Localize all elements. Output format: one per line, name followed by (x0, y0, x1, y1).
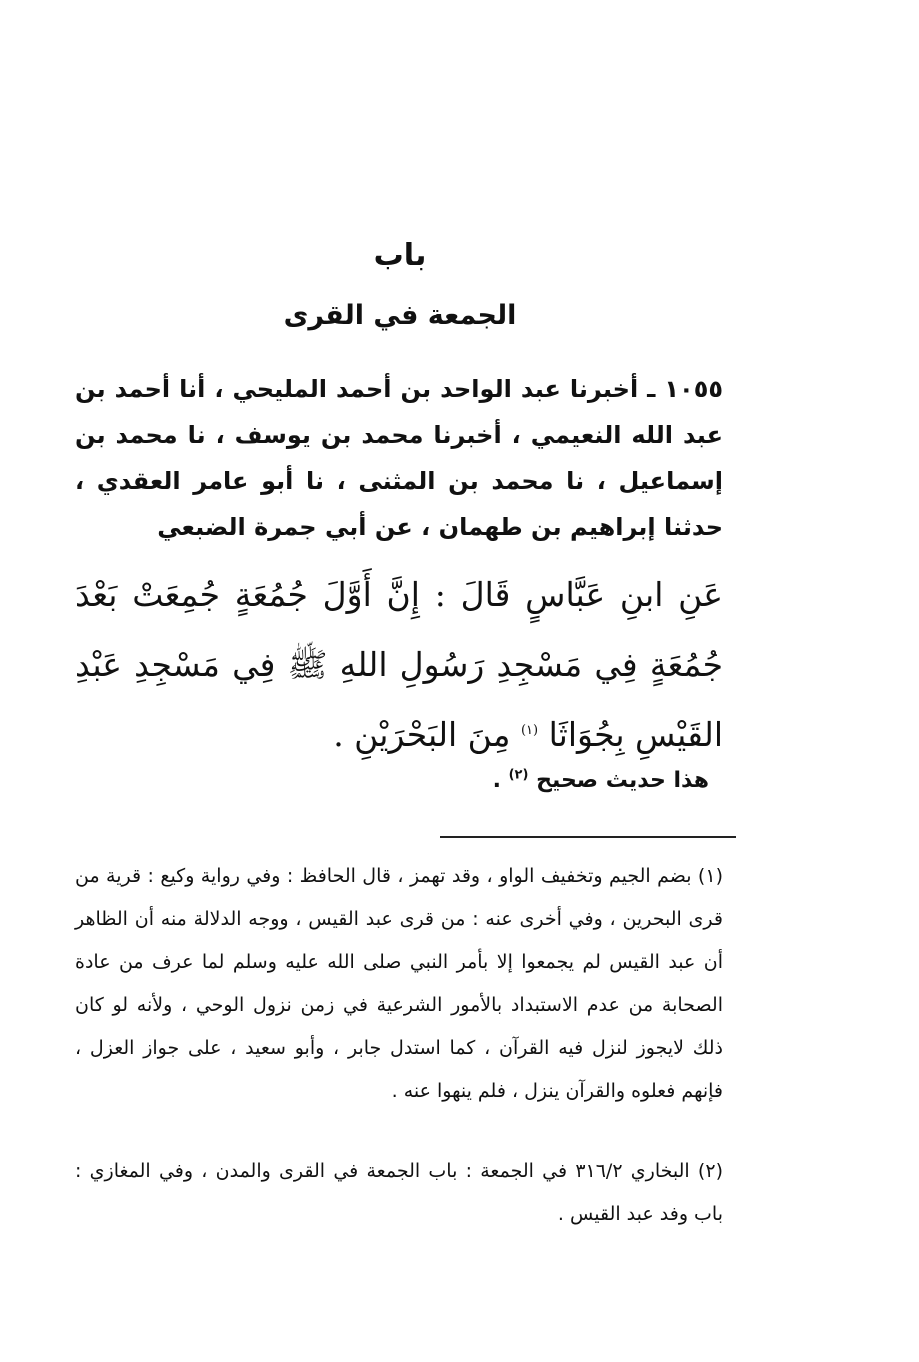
chapter-subtitle: الجمعة في القرى (283, 300, 517, 331)
grading-end: . (492, 768, 501, 793)
chapter-heading: باب (373, 238, 427, 273)
hadith-isnad: ١٠٥٥ ـ أخبرنا عبد الواحد بن أحمد المليحي ، أنا أحمد بن عبد الله النعيمي ، أخبرنا محمد بن يوسف ، نا محمد بن إسماعيل ، نا محمد بن المثنى ، نا أبو عامر العقدي ، حدثنا إبراهيم بن طهمان ، عن أبي جمرة الضبعي (75, 375, 723, 541)
footnote-ref-2: (٢) (508, 767, 529, 783)
hadith-grading (209, 768, 709, 793)
footnote-separator (440, 836, 736, 838)
hadith-text-end: مِنَ البَحْرَيْنِ . (333, 715, 511, 754)
footnote-1: (١) بضم الجيم وتخفيف الواو ، وقد تهمز ، قال الحافظ : وفي رواية وكيع : قرية من قرى البحرين ، وفي أخرى عنه : من قرى عبد القيس ، ووجه الدلالة منه أن الظاهر أن عبد القيس لم يجمعوا إلا بأمر النبي صلى الله عليه وسلم لما عرف من عادة الصحابة من عدم الاستبداد بالأمور الشرعية في زمن نزول الوحي ، ولأنه لو كان ذلك لايجوز لنزل فيه القرآن ، كما استدل جابر ، وأبو سعيد ، على جواز العزل ، فإنهم فعلوه والقرآن ينزل ، فلم ينهوا عنه . (75, 865, 723, 1102)
footnote-ref-1: (١) (520, 723, 539, 738)
grading-text: هذا حديث صحيح (536, 768, 709, 793)
footnote-2: (٢) البخاري ٣١٦/٢ في الجمعة : باب الجمعة في القرى والمدن ، وفي المغازي : باب وفد عبد القيس . (75, 1160, 723, 1225)
hadith-text-block (75, 560, 723, 770)
hadith-text: عَنِ ابنِ عَبَّاسٍ قَالَ : إِنَّ أَوَّلَ جُمُعَةٍ جُمِعَتْ بَعْدَ جُمُعَةٍ فِي مَسْجِدِ رَسُولِ اللهِ ﷺ فِي مَسْجِدِ عَبْدِ القَيْسِ بِجُوَاثَا (75, 575, 723, 754)
